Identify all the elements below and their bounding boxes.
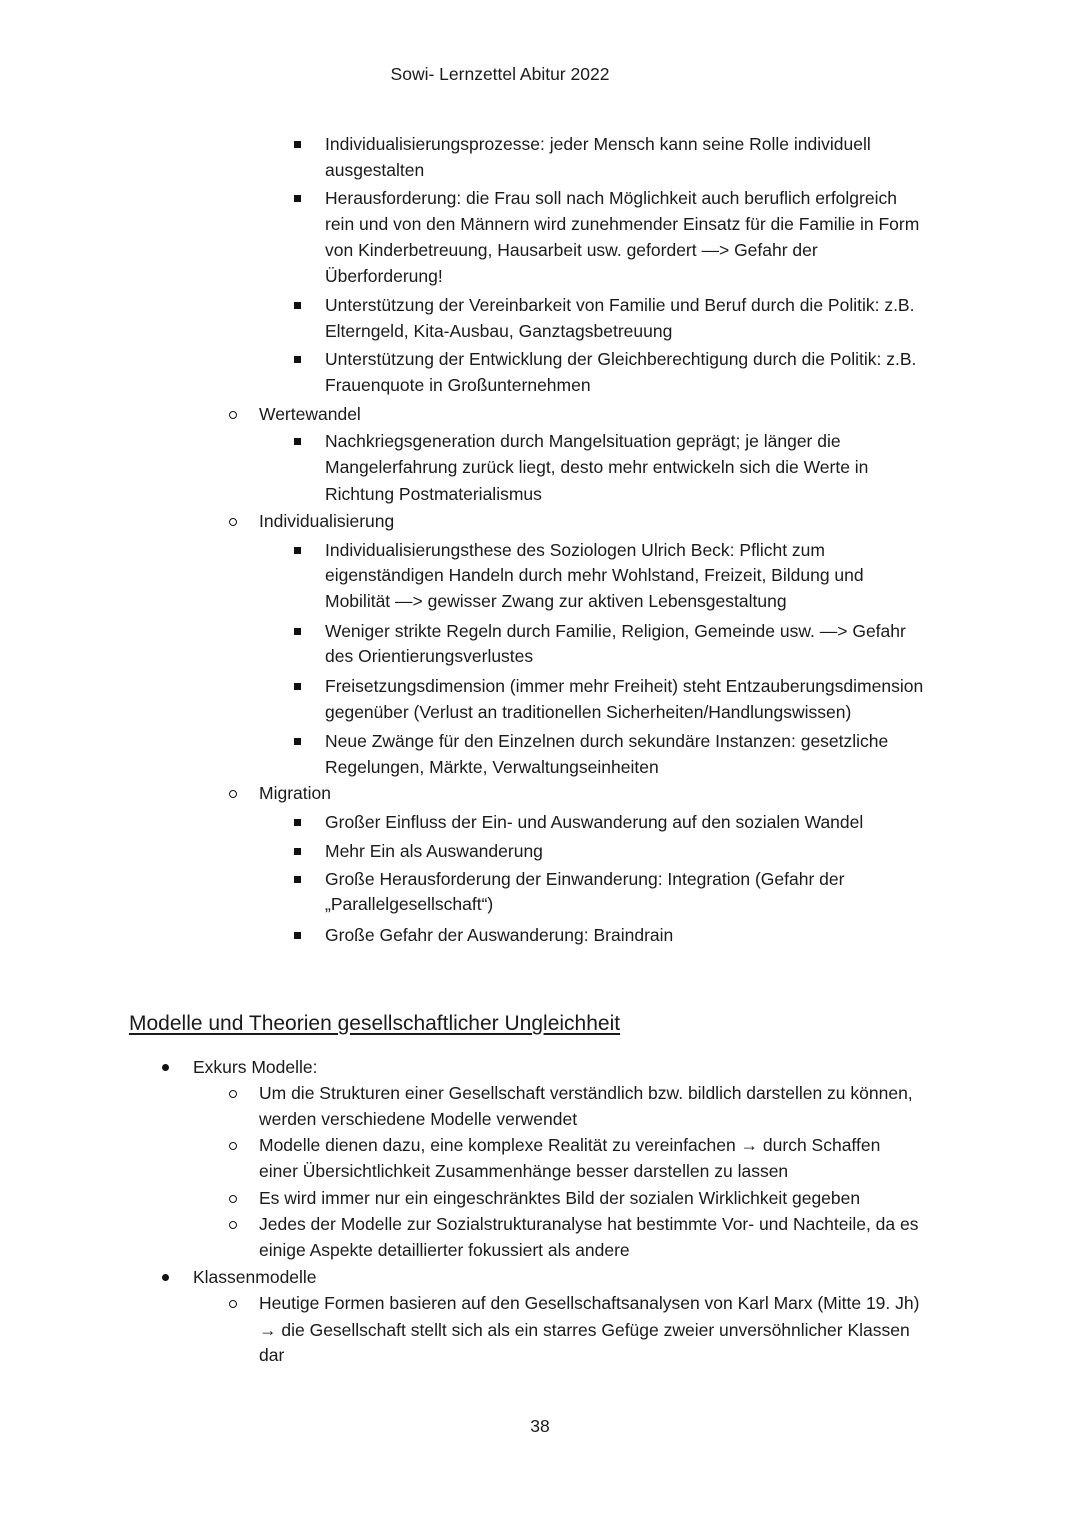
text-line: werden verschiedene Modelle verwendet [259, 1109, 578, 1129]
square-bullet-icon [294, 628, 301, 635]
text-line: Unterstützung der Vereinbarkeit von Familie und Beruf durch die Politik: z.B. [325, 295, 915, 315]
square-bullet-icon [294, 195, 301, 202]
square-bullet-icon [294, 141, 301, 148]
text-line: dar [259, 1345, 285, 1365]
text-line: Individualisierungsprozesse: jeder Mensch kann seine Rolle individuell [325, 134, 871, 154]
subheading-wertewandel: Wertewandel [259, 404, 361, 424]
text-line: Mehr Ein als Auswanderung [325, 841, 543, 861]
text-line: Jedes der Modelle zur Sozialstrukturanalyse hat bestimmte Vor- und Nachteile, da es [259, 1214, 919, 1234]
page-number: 38 [530, 1416, 550, 1436]
circle-bullet-icon [229, 1090, 237, 1098]
text-line: Richtung Postmaterialismus [325, 484, 542, 504]
text-line: → die Gesellschaft stellt sich als ein starres Gefüge zweier unversöhnlicher Klassen [259, 1320, 910, 1340]
text-line: einige Aspekte detaillierter fokussiert als andere [259, 1240, 630, 1260]
circle-bullet-icon [229, 411, 237, 419]
square-bullet-icon [294, 547, 301, 554]
text-line: eigenständigen Handeln durch mehr Wohlstand, Freizeit, Bildung und [325, 565, 864, 585]
square-bullet-icon [294, 876, 301, 883]
circle-bullet-icon [229, 1300, 237, 1308]
text-line: Es wird immer nur ein eingeschränktes Bild der sozialen Wirklichkeit gegeben [259, 1188, 861, 1208]
text-line: Elterngeld, Kita-Ausbau, Ganztagsbetreuung [325, 321, 673, 341]
text-line: Heutige Formen basieren auf den Gesellschaftsanalysen von Karl Marx (Mitte 19. Jh) [259, 1293, 920, 1313]
circle-bullet-icon [229, 790, 237, 798]
text-line: Individualisierungsthese des Soziologen Ulrich Beck: Pflicht zum [325, 540, 825, 560]
text-line: Freisetzungsdimension (immer mehr Freiheit) steht Entzauberungsdimension [325, 676, 924, 696]
circle-bullet-icon [229, 518, 237, 526]
list-item-exkurs: Exkurs Modelle: [193, 1057, 318, 1077]
text-line: Überforderung! [325, 266, 443, 286]
text-line: „Parallelgesellschaft“) [325, 894, 494, 914]
list-item-klassenmodelle: Klassenmodelle [193, 1267, 317, 1287]
text-line: Neue Zwänge für den Einzelnen durch sekundäre Instanzen: gesetzliche [325, 731, 889, 751]
square-bullet-icon [294, 438, 301, 445]
text-line: Modelle dienen dazu, eine komplexe Realität zu vereinfachen → durch Schaffen [259, 1135, 881, 1155]
subheading-migration: Migration [259, 783, 331, 803]
text-line: Mangelerfahrung zurück liegt, desto mehr entwickeln sich die Werte in [325, 457, 869, 477]
text-line: Frauenquote in Großunternehmen [325, 375, 591, 395]
text-line: Mobilität —> gewisser Zwang zur aktiven Lebensgestaltung [325, 591, 787, 611]
page-header: Sowi- Lernzettel Abitur 2022 [390, 64, 610, 84]
square-bullet-icon [294, 819, 301, 826]
text-line: Große Gefahr der Auswanderung: Braindrain [325, 925, 674, 945]
text-line: Um die Strukturen einer Gesellschaft verständlich bzw. bildlich darstellen zu können, [259, 1083, 913, 1103]
text-line: Weniger strikte Regeln durch Familie, Religion, Gemeinde usw. —> Gefahr [325, 621, 906, 641]
square-bullet-icon [294, 848, 301, 855]
disc-bullet-icon [162, 1064, 169, 1071]
square-bullet-icon [294, 932, 301, 939]
text-line: gegenüber (Verlust an traditionellen Sicherheiten/Handlungswissen) [325, 702, 852, 722]
square-bullet-icon [294, 302, 301, 309]
text-line: Nachkriegsgeneration durch Mangelsituation geprägt; je länger die [325, 431, 841, 451]
circle-bullet-icon [229, 1142, 237, 1150]
subheading-individualisierung: Individualisierung [259, 511, 395, 531]
text-line: von Kinderbetreuung, Hausarbeit usw. gefordert —> Gefahr der [325, 240, 818, 260]
section-heading: Modelle und Theorien gesellschaftlicher Ungleichheit [129, 1012, 621, 1035]
square-bullet-icon [294, 683, 301, 690]
square-bullet-icon [294, 738, 301, 745]
text-line: Unterstützung der Entwicklung der Gleichberechtigung durch die Politik: z.B. [325, 349, 917, 369]
circle-bullet-icon [229, 1221, 237, 1229]
text-line: Große Herausforderung der Einwanderung: Integration (Gefahr der [325, 869, 845, 889]
square-bullet-icon [294, 356, 301, 363]
text-line: Herausforderung: die Frau soll nach Möglichkeit auch beruflich erfolgreich [325, 188, 897, 208]
text-line: einer Übersichtlichkeit Zusammenhänge besser darstellen zu lassen [259, 1161, 789, 1181]
text-line: Regelungen, Märkte, Verwaltungseinheiten [325, 757, 659, 777]
text-line: ausgestalten [325, 160, 425, 180]
text-line: rein und von den Männern wird zunehmender Einsatz für die Familie in Form [325, 214, 920, 234]
circle-bullet-icon [229, 1195, 237, 1203]
disc-bullet-icon [162, 1274, 169, 1281]
text-line: Großer Einfluss der Ein- und Auswanderung auf den sozialen Wandel [325, 812, 864, 832]
text-line: des Orientierungsverlustes [325, 646, 534, 666]
